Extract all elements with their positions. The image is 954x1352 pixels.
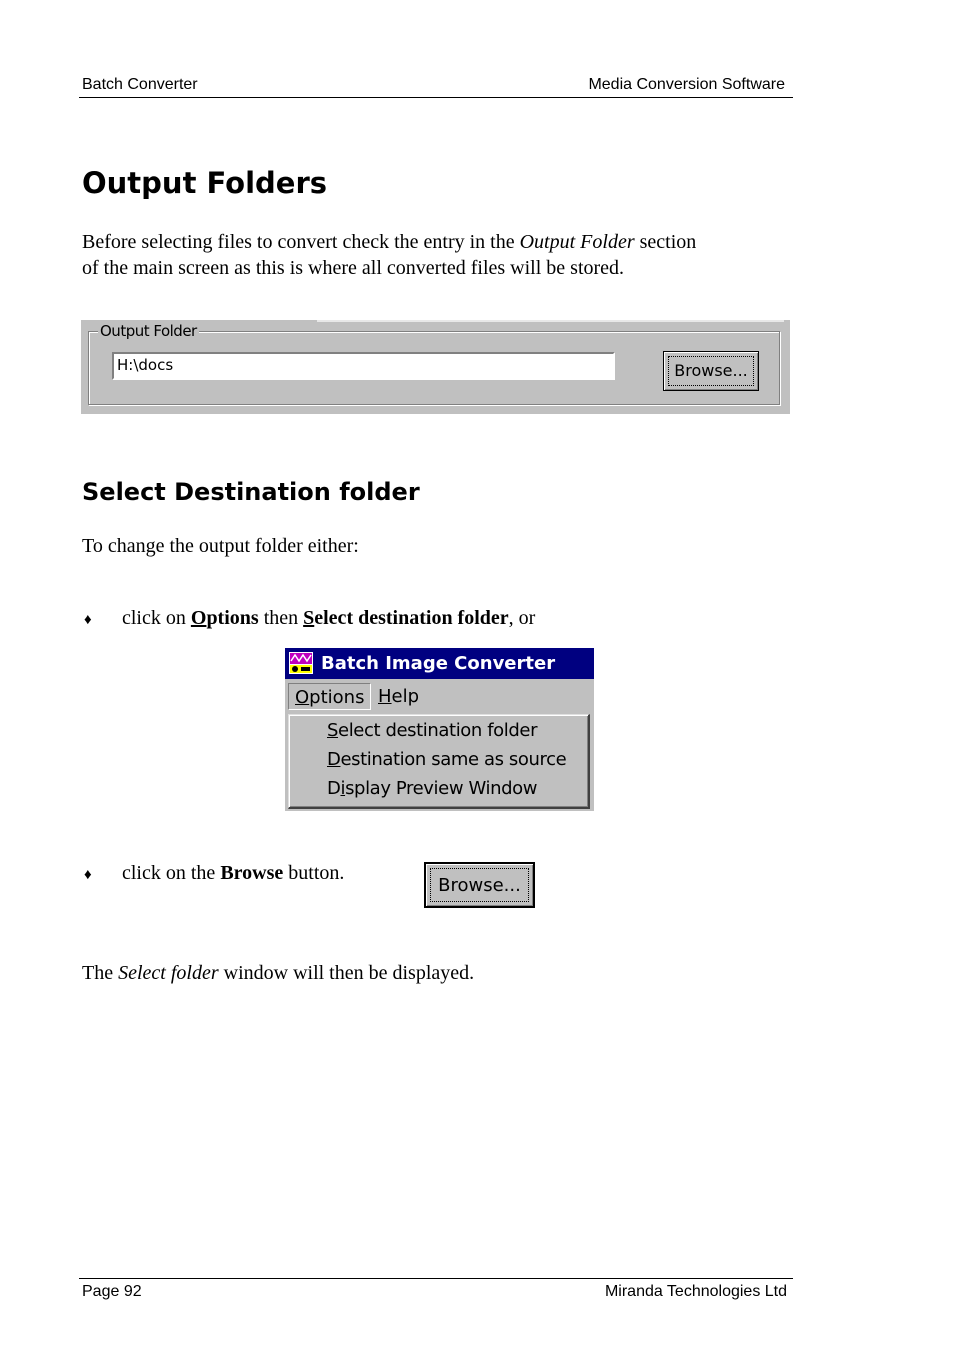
mi2-rest: splay Preview Window xyxy=(345,778,538,799)
bullet-2-text xyxy=(122,862,344,885)
change-text: To change the output folder either: xyxy=(82,535,359,557)
b1-mid: then xyxy=(258,607,304,629)
browse-button[interactable] xyxy=(663,351,759,391)
intro-text-end: section xyxy=(634,231,697,253)
menu-item-display-preview[interactable] xyxy=(327,778,537,799)
footer-right: Miranda Technologies Ltd xyxy=(604,1283,787,1300)
app-icon xyxy=(289,652,313,674)
browse-button-example[interactable] xyxy=(424,862,535,908)
footer-rule xyxy=(79,1278,793,1279)
menu-options[interactable] xyxy=(288,683,371,710)
footer-left: Page 92 xyxy=(82,1283,142,1300)
b1-options-underlined: O xyxy=(190,607,207,629)
menu-bar xyxy=(285,679,594,712)
mi1-rest: estination same as source xyxy=(340,749,567,770)
header-left: Batch Converter xyxy=(82,76,198,93)
menu-help[interactable] xyxy=(372,683,425,710)
mi2-underlined: i xyxy=(340,778,346,799)
b2-bold: Browse xyxy=(220,862,284,884)
menu-help-underlined: H xyxy=(378,686,392,707)
panel-top-edge xyxy=(317,320,784,322)
window-title: Batch Image Converter xyxy=(321,653,556,674)
intro-text: Before selecting files to convert check the entry in the xyxy=(82,231,520,253)
header-rule xyxy=(79,97,793,98)
bullet-icon: ♦ xyxy=(84,867,92,883)
menu-help-rest: elp xyxy=(391,686,420,707)
b1-select-rest: elect destination folder xyxy=(314,607,509,629)
options-dropdown xyxy=(288,714,590,809)
output-folder-path-field[interactable]: H:\docs xyxy=(112,352,615,380)
browse-example-label: Browse... xyxy=(438,875,521,896)
b1-select-underlined: S xyxy=(303,607,315,629)
b1-pre: click on xyxy=(122,607,191,629)
closing-italic: Select folder xyxy=(118,962,219,984)
output-folder-panel xyxy=(81,320,790,414)
output-folder-group-label: Output Folder xyxy=(100,322,197,340)
menu-item-select-destination[interactable] xyxy=(327,720,537,741)
closing-pre: The xyxy=(82,962,119,984)
intro-paragraph xyxy=(82,229,802,281)
intro-italic: Output Folder xyxy=(519,231,635,253)
bullet-1-text xyxy=(122,607,535,630)
menu-options-rest: ptions xyxy=(309,687,365,708)
browse-button-label: Browse... xyxy=(674,361,748,380)
mi0-rest: elect destination folder xyxy=(338,720,538,741)
menu-item-destination-same[interactable] xyxy=(327,749,566,770)
menu-screenshot xyxy=(285,648,594,811)
intro-line-2: of the main screen as this is where all converted files will be stored. xyxy=(82,257,625,279)
menu-options-underlined: O xyxy=(295,687,310,708)
closing-paragraph xyxy=(82,960,802,986)
b2-post: button. xyxy=(283,862,345,884)
mi1-underlined: D xyxy=(327,749,341,770)
header-right: Media Conversion Software xyxy=(588,76,785,93)
bullet-icon: ♦ xyxy=(84,612,92,628)
b1-options-rest: ptions xyxy=(206,607,259,629)
b2-pre: click on the xyxy=(122,862,221,884)
window-titlebar xyxy=(285,648,594,679)
page-title: Output Folders xyxy=(82,166,328,200)
section-title: Select Destination folder xyxy=(82,478,420,506)
mi0-underlined: S xyxy=(327,720,339,741)
b1-post: , or xyxy=(508,607,536,629)
closing-post: window will then be displayed. xyxy=(218,962,475,984)
mi2-before: D xyxy=(327,778,341,799)
